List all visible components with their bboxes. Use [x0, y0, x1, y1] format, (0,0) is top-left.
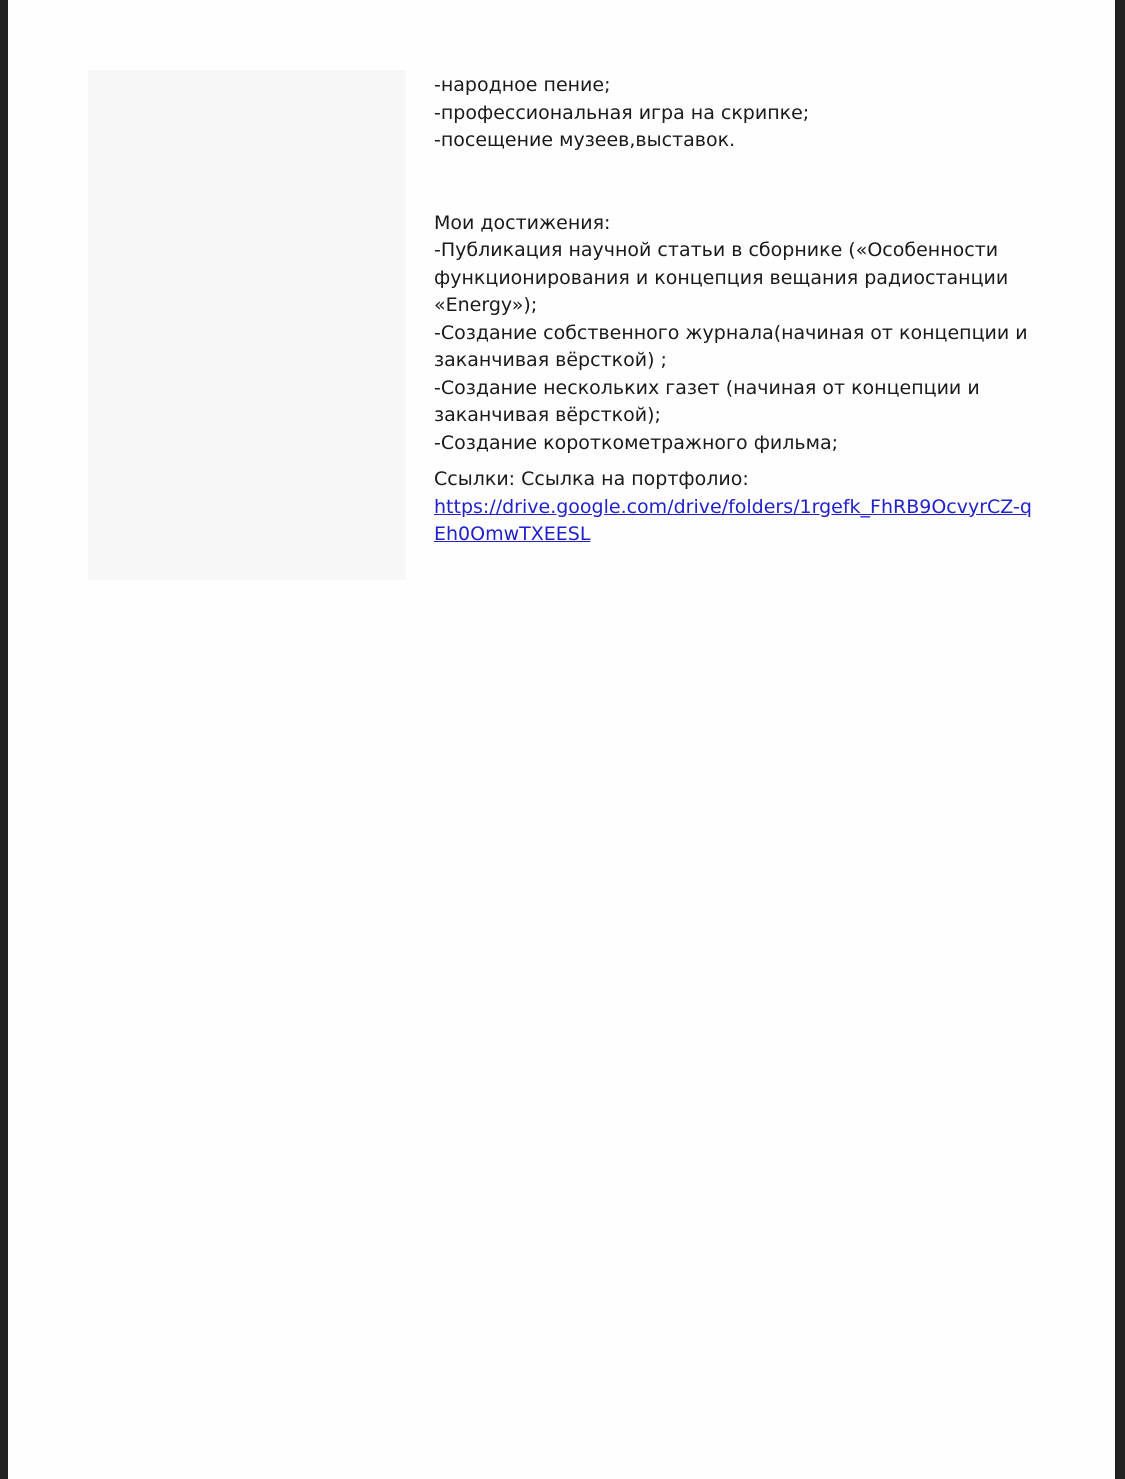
achievement-item: -Создание собственного журнала(начиная от концепции и заканчивая вёрсткой) ;	[434, 321, 1028, 371]
hobby-item: -народное пение;	[434, 74, 611, 96]
spacer	[434, 457, 1054, 466]
portfolio-link[interactable]: https://drive.google.com/drive/folders/1rgefk_FhRB9OcvyrCZ-qEh0OmwTXEESL	[434, 495, 1032, 545]
spacer	[434, 155, 1054, 210]
hobby-item: -профессиональная игра на скрипке;	[434, 101, 810, 124]
sidebar-background-block	[88, 70, 406, 580]
document-page	[8, 0, 1115, 1479]
achievement-item: -Создание нескольких газет (начиная от концепции и заканчивая вёрсткой);	[434, 376, 980, 426]
hobby-item: -посещение музеев,выставок.	[434, 129, 736, 151]
achievements-heading: Мои достижения:	[434, 211, 611, 234]
achievement-item: -Публикация научной статьи в сборнике («Особенности функционирования и концепция вещания радиостанции «Energy»);	[434, 239, 1009, 316]
achievement-item: -Создание короткометражного фильма;	[434, 431, 839, 454]
resume-content	[434, 72, 1054, 549]
links-label: Ссылки: Ссылка на портфолио:	[434, 468, 749, 490]
